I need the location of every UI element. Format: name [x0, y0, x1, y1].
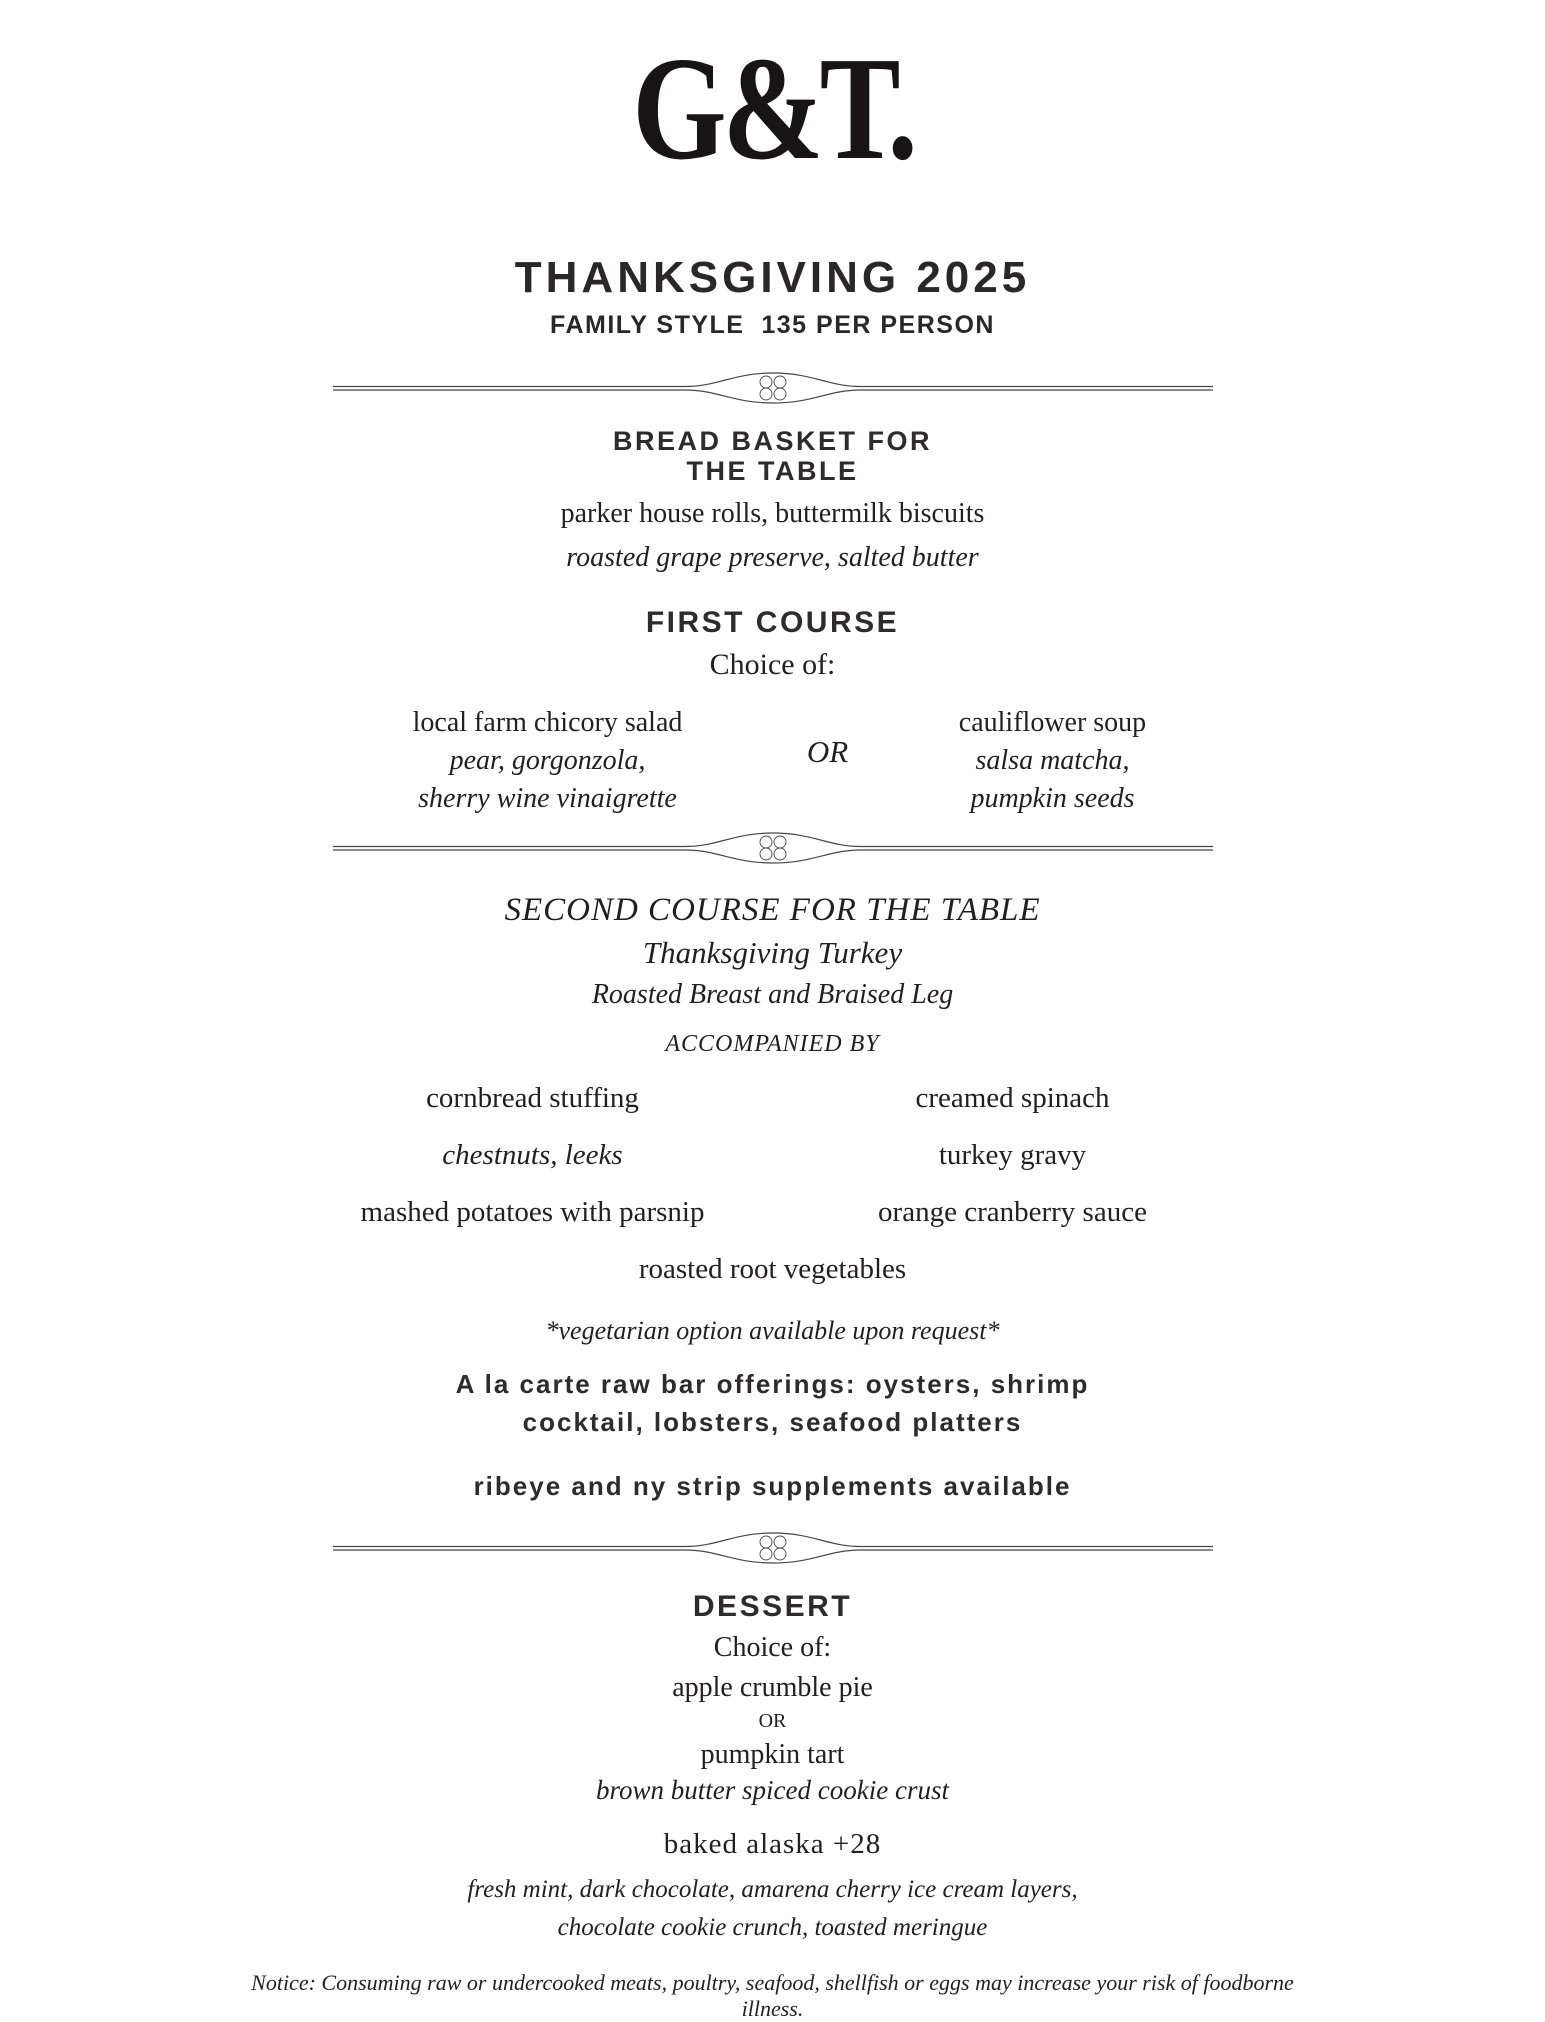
- raw-bar-note-line1: A la carte raw bar offerings: oysters, shrimp: [455, 1368, 1090, 1399]
- dessert-supplement-detail-line1: fresh mint, dark chocolate, amarena cherry ice cream layers,: [467, 1876, 1078, 1904]
- dessert-supplement: baked alaska +28: [663, 1828, 882, 1861]
- dessert-option-2-detail: brown butter spiced cookie crust: [596, 1775, 949, 1806]
- or-label: OR: [806, 734, 849, 770]
- thanksgiving-menu: [223, 0, 1323, 2022]
- second-course-preparation: Roasted Breast and Braised Leg: [591, 978, 954, 1010]
- dessert-supplement-detail: [223, 1871, 1323, 1946]
- side-item-detail: chestnuts, leeks: [442, 1138, 623, 1171]
- dessert-supplement-detail-line2: chocolate cookie crunch, toasted meringue: [557, 1913, 988, 1941]
- steak-supplements-note: ribeye and ny strip supplements available: [473, 1471, 1072, 1502]
- option-name: cauliflower soup: [958, 707, 1147, 739]
- dessert-or-label: OR: [758, 1710, 787, 1733]
- raw-bar-note-line2: cocktail, lobsters, seafood platters: [522, 1406, 1023, 1437]
- side-item: turkey gravy: [938, 1138, 1087, 1171]
- second-course-heading: SECOND COURSE FOR THE TABLE: [504, 891, 1041, 928]
- vegetarian-note: *vegetarian option available upon request*: [545, 1315, 1000, 1345]
- side-item: roasted root vegetables: [638, 1252, 907, 1285]
- second-course-main-dish: Thanksgiving Turkey: [642, 934, 903, 970]
- side-item: creamed spinach: [915, 1081, 1110, 1114]
- bread-basket-heading-line2: THE TABLE: [686, 456, 859, 487]
- side-item: mashed potatoes with parsnip: [360, 1195, 705, 1228]
- option-detail: pumpkin seeds: [970, 783, 1135, 815]
- section-divider-ornament-icon: [333, 370, 1213, 406]
- first-course-heading: FIRST COURSE: [645, 606, 900, 640]
- side-item: cornbread stuffing: [426, 1081, 639, 1114]
- dessert-option-2: pumpkin tart: [700, 1739, 845, 1771]
- menu-title: THANKSGIVING 2025: [514, 252, 1031, 302]
- bread-basket-items: parker house rolls, buttermilk biscuits: [560, 498, 985, 530]
- option-detail: sherry wine vinaigrette: [418, 783, 677, 815]
- side-item: orange cranberry sauce: [878, 1195, 1147, 1228]
- option-detail: pear, gorgonzola,: [449, 745, 646, 777]
- option-name: local farm chicory salad: [412, 707, 683, 739]
- price-subtitle: FAMILY STYLE 135 PER PERSON: [550, 310, 995, 339]
- accompanied-by-label: ACCOMPANIED BY: [665, 1030, 880, 1057]
- dessert-option-1: apple crumble pie: [672, 1672, 873, 1704]
- raw-bar-note: [223, 1366, 1323, 1441]
- first-course-option-salad: [313, 704, 783, 817]
- section-divider-ornament-icon: [333, 830, 1213, 866]
- second-course-sides: [293, 1082, 1253, 1229]
- dessert-choice-label: Choice of:: [713, 1632, 832, 1664]
- option-detail: salsa matcha,: [975, 745, 1130, 777]
- bread-basket-heading: [223, 426, 1323, 486]
- first-course-options: [223, 704, 1323, 817]
- foodborne-illness-notice: Notice: Consuming raw or undercooked meats, poultry, seafood, shellfish or eggs may increase your risk of foodborne illness.: [251, 1970, 1294, 2022]
- dessert-heading: DESSERT: [692, 1590, 853, 1624]
- bread-basket-detail: roasted grape preserve, salted butter: [566, 542, 979, 574]
- first-course-option-soup: [873, 704, 1233, 817]
- restaurant-logo: G&T.: [631, 27, 914, 191]
- section-divider-ornament-icon: [333, 1530, 1213, 1566]
- first-course-choice-label: Choice of:: [709, 648, 836, 682]
- bread-basket-heading-line1: BREAD BASKET FOR: [612, 425, 932, 456]
